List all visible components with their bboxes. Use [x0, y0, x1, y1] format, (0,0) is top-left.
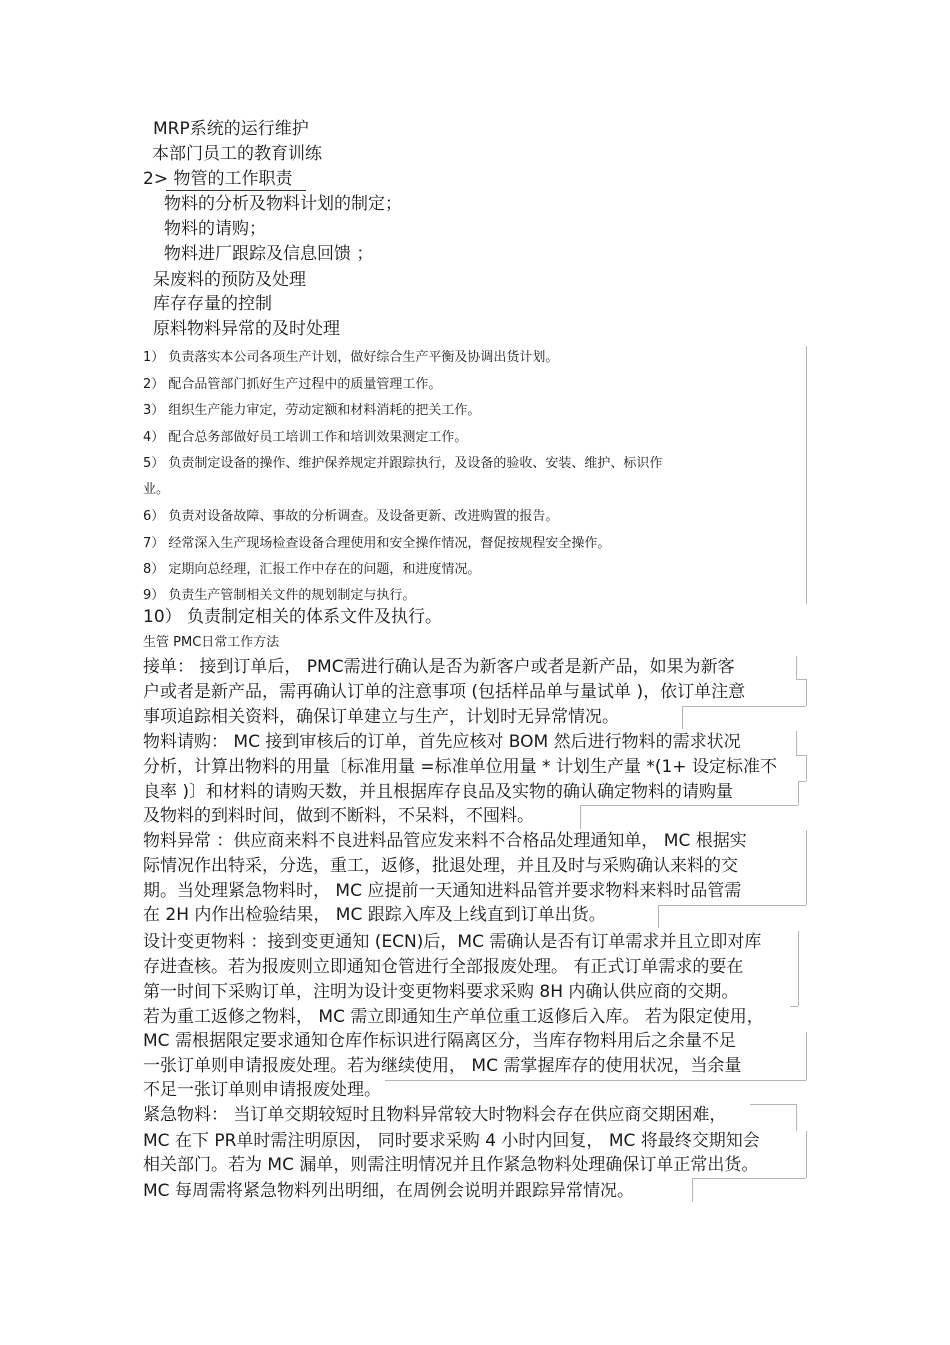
paragraph-line: 物料异常 ：供应商来料不良进料品管应发来料不合格品处理通知单， MC 根据实 [143, 831, 747, 851]
paragraph-line: 期。当处理紧急物料时， MC 应提前一天通知进料品管并要求物料来料时品管需 [143, 881, 742, 901]
list-item: 呆废料的预防及处理 [153, 270, 306, 290]
box-border [806, 1032, 807, 1080]
box-border [580, 805, 798, 806]
box-border [692, 1178, 806, 1179]
paragraph-line: 事项追踪相关资料，确保订单建立与生产，计划时无异常情况。 [143, 707, 619, 727]
section-title: 生管 PMC日常工作方法 [143, 635, 280, 650]
box-border [796, 731, 797, 755]
paragraph-line: 在 2H 内作出检验结果， MC 跟踪入库及上线直到订单出货。 [143, 905, 606, 925]
numbered-item: 6） 负责对设备故障、事故的分析调查。及设备更新、改进购置的报告。 [143, 509, 559, 524]
numbered-item: 7） 经常深入生产现场检查设备合理使用和安全操作情况，督促按规程安全操作。 [143, 536, 611, 551]
box-border [798, 931, 799, 1006]
paragraph-line: 第一时间下采购订单，注明为设计变更物料要求采购 8H 内确认供应商的交期。 [143, 982, 739, 1002]
list-item: 物料的请购； [164, 219, 266, 239]
box-border [790, 1006, 798, 1007]
box-border [806, 830, 807, 905]
list-item: 库存存量的控制 [153, 294, 272, 314]
paragraph-line: 相关部门。若为 MC 漏单，则需注明情况并且作紧急物料处理确保订单正常出货。 [143, 1155, 759, 1175]
box-border [658, 905, 659, 928]
heading-underline [166, 190, 306, 191]
box-border [658, 905, 806, 906]
paragraph-line: MC 每周需将紧急物料列出明细，在周例会说明并跟踪异常情况。 [143, 1181, 634, 1201]
box-border [682, 706, 683, 729]
paragraph-line: 及物料的到料时间，做到不断料，不呆料，不囤料。 [143, 806, 534, 826]
paragraph-line: 际情况作出特采，分选，重工，返修，批退处理，并且及时与采购确认来料的交 [143, 856, 738, 876]
paragraph-line: 户或者是新产品，需再确认订单的注意事项 (包括样品单与量试单 )，依订单注意 [143, 682, 746, 702]
box-border [806, 755, 807, 781]
box-border [806, 346, 807, 604]
paragraph-line: 存进查核。若为报废则立即通知仓管进行全部报废处理。 有正式订单需求的要在 [143, 957, 744, 977]
paragraph-line: MC 在下 PR单时需注明原因， 同时要求采购 4 小时内回复， MC 将最终交期知会 [143, 1131, 760, 1151]
box-border [796, 656, 797, 679]
box-border [580, 805, 581, 829]
box-border [798, 781, 799, 805]
numbered-item: 4） 配合总务部做好员工培训工作和培训效果测定工作。 [143, 430, 468, 445]
paragraph-line: 分析，计算出物料的用量〔标准用量 =标准单位用量 * 计划生产量 *(1+ 设定标准不 [143, 757, 777, 777]
numbered-item: 5） 负责制定设备的操作、维护保养规定并跟踪执行，及设备的验收、安装、维护、标识作 [143, 456, 663, 471]
numbered-item: 3） 组织生产能力审定，劳动定额和材料消耗的把关工作。 [143, 403, 481, 418]
paragraph-line: 物料请购： MC 接到审核后的订单，首先应核对 BOM 然后进行物料的需求状况 [143, 732, 741, 752]
paragraph-line: 不足一张订单则申请报废处理。 [143, 1080, 381, 1100]
list-item: 原料物料异常的及时处理 [153, 319, 340, 339]
box-border [692, 1178, 693, 1202]
numbered-item: 8） 定期向总经理，汇报工作中存在的问题，和进度情况。 [143, 562, 481, 577]
list-item: MRP系统的运行维护 [153, 119, 309, 139]
paragraph-line: 接单： 接到订单后， PMC需进行确认是否为新客户或者是新产品，如果为新客 [143, 657, 735, 677]
box-border [385, 1080, 806, 1081]
list-item: 物料的分析及物料计划的制定； [164, 194, 402, 214]
box-border [750, 1104, 796, 1105]
paragraph-line: 一张订单则申请报废处理。若为继续使用， MC 需掌握库存的使用状况，当余量 [143, 1056, 742, 1076]
numbered-item-continuation: 业。 [143, 482, 170, 497]
paragraph-line: 紧急物料： 当订单交期较短时且物料异常较大时物料会存在供应商交期困难， [143, 1105, 727, 1125]
numbered-item: 9） 负责生产管制相关文件的规划制定与执行。 [143, 588, 416, 603]
section-heading: 2> 物管的工作职责 [143, 169, 293, 189]
numbered-item: 2） 配合品管部门抓好生产过程中的质量管理工作。 [143, 377, 442, 392]
numbered-item: 10） 负责制定相关的体系文件及执行。 [143, 607, 443, 627]
paragraph-line: MC 需根据限定要求通知仓库作标识进行隔离区分，当库存物料用后之余量不足 [143, 1031, 736, 1051]
box-border [796, 755, 806, 756]
list-item: 本部门员工的教育训练 [152, 144, 322, 164]
box-border [796, 1104, 797, 1131]
box-border [806, 679, 807, 706]
list-item: 物料进厂跟踪及信息回馈 ； [164, 244, 374, 264]
numbered-item: 1） 负责落实本公司各项生产计划，做好综合生产平衡及协调出货计划。 [143, 350, 559, 365]
box-border [682, 706, 806, 707]
paragraph-line: 设计变更物料 ：接到变更通知 (ECN)后，MC 需确认是否有订单需求并且立即对库 [143, 932, 762, 952]
box-border [798, 781, 806, 782]
paragraph-line: 若为重工返修之物料， MC 需立即通知生产单位重工返修后入库。 若为限定使用， [143, 1007, 764, 1027]
box-border [796, 679, 806, 680]
box-border [806, 1131, 807, 1178]
paragraph-line: 良率 )〕和材料的请购天数，并且根据库存良品及实物的确认确定物料的请购量 [143, 782, 734, 802]
